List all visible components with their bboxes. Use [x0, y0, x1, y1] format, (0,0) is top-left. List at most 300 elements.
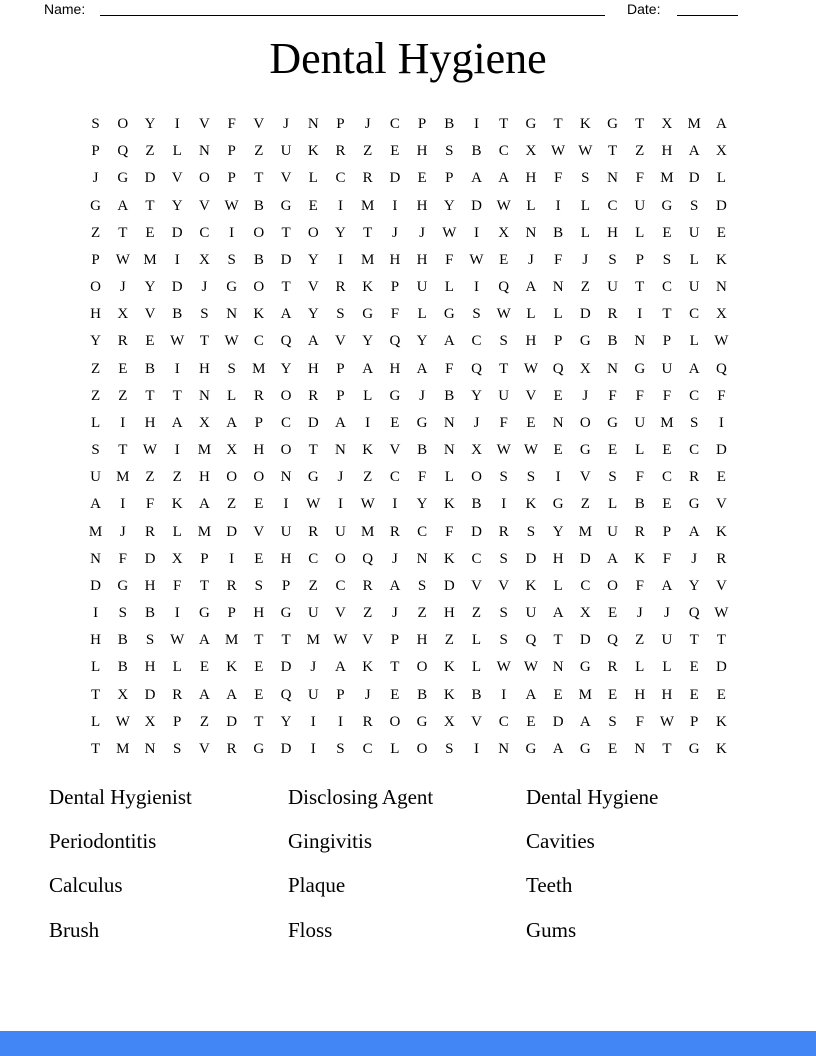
- grid-letter: O: [416, 659, 428, 676]
- grid-letter: Y: [171, 197, 183, 214]
- grid-letter: I: [474, 116, 480, 133]
- grid-letter: L: [227, 387, 237, 404]
- grid-letter: G: [552, 496, 564, 513]
- grid-letter: N: [607, 360, 618, 377]
- grid-letter: W: [496, 306, 511, 323]
- grid-letter: T: [635, 116, 645, 133]
- grid-letter: H: [389, 360, 401, 377]
- grid-letter: U: [607, 279, 618, 296]
- grid-letter: S: [499, 333, 508, 350]
- grid-letter: I: [555, 469, 561, 486]
- grid-letter: T: [118, 442, 128, 459]
- grid-letter: N: [634, 333, 646, 350]
- grid-letter: H: [552, 550, 564, 567]
- grid-letter: O: [607, 577, 618, 594]
- grid-letter: C: [471, 333, 482, 350]
- word-list-item: Floss: [288, 917, 333, 942]
- grid-letter: O: [117, 116, 129, 133]
- grid-letter: H: [525, 333, 537, 350]
- grid-letter: U: [335, 523, 346, 540]
- grid-letter: S: [581, 170, 590, 187]
- grid-letter: Q: [498, 279, 510, 296]
- grid-letter: I: [310, 713, 316, 730]
- grid-letter: T: [254, 170, 264, 187]
- grid-letter: B: [471, 686, 482, 703]
- grid-letter: O: [253, 224, 265, 241]
- grid-letter: E: [417, 170, 427, 187]
- grid-letter: V: [171, 170, 183, 187]
- grid-letter: F: [635, 469, 644, 486]
- grid-letter: P: [91, 143, 100, 160]
- word-list-item: Calculus: [49, 873, 123, 898]
- grid-letter: H: [661, 143, 673, 160]
- grid-letter: N: [498, 740, 510, 757]
- grid-letter: I: [120, 496, 126, 513]
- grid-letter: Y: [307, 251, 319, 268]
- grid-letter: W: [714, 333, 729, 350]
- grid-letter: Y: [307, 306, 319, 323]
- grid-letter: M: [361, 197, 375, 214]
- grid-letter: E: [607, 686, 618, 703]
- grid-letter: S: [417, 577, 427, 594]
- grid-letter: R: [389, 523, 400, 540]
- grid-letter: M: [660, 414, 674, 431]
- grid-letter: G: [253, 740, 265, 757]
- grid-letter: R: [362, 713, 373, 730]
- grid-letter: T: [199, 577, 210, 594]
- grid-letter: H: [144, 659, 156, 676]
- grid-letter: T: [716, 632, 726, 649]
- grid-letter: T: [145, 197, 155, 214]
- grid-letter: G: [362, 306, 374, 323]
- grid-letter: W: [442, 224, 457, 241]
- grid-letter: I: [174, 442, 180, 459]
- grid-letter: T: [254, 713, 264, 730]
- grid-letter: X: [144, 713, 156, 730]
- grid-letter: B: [172, 306, 183, 323]
- grid-letter: S: [336, 740, 345, 757]
- grid-letter: I: [93, 605, 99, 622]
- grid-letter: M: [687, 116, 701, 133]
- grid-letter: Z: [635, 632, 645, 649]
- grid-letter: R: [607, 306, 618, 323]
- grid-letter: I: [337, 713, 343, 730]
- grid-letter: D: [280, 659, 292, 676]
- grid-letter: X: [715, 143, 727, 160]
- grid-letter: M: [660, 170, 674, 187]
- grid-letter: D: [715, 442, 727, 459]
- grid-letter: S: [91, 442, 100, 459]
- grid-letter: A: [362, 360, 374, 377]
- word-list-item: Dental Hygienist: [49, 784, 192, 809]
- grid-letter: L: [444, 279, 454, 296]
- grid-letter: W: [578, 143, 593, 160]
- grid-letter: K: [362, 442, 374, 459]
- grid-letter: N: [443, 442, 455, 459]
- grid-letter: L: [471, 659, 482, 676]
- grid-letter: X: [443, 713, 455, 730]
- grid-letter: T: [363, 224, 373, 241]
- grid-letter: Y: [280, 713, 292, 730]
- grid-letter: Z: [635, 143, 645, 160]
- grid-letter: O: [90, 279, 102, 296]
- grid-letter: Z: [580, 496, 590, 513]
- grid-letter: E: [689, 659, 699, 676]
- grid-letter: V: [498, 577, 510, 594]
- grid-letter: L: [91, 713, 101, 730]
- grid-letter: I: [174, 605, 180, 622]
- grid-letter: B: [145, 360, 156, 377]
- grid-letter: N: [715, 279, 727, 296]
- grid-letter: I: [555, 197, 561, 214]
- grid-letter: E: [662, 224, 672, 241]
- grid-letter: L: [635, 442, 645, 459]
- grid-letter: Z: [145, 143, 155, 160]
- grid-letter: I: [174, 116, 180, 133]
- grid-letter: B: [117, 659, 128, 676]
- grid-letter: L: [172, 659, 182, 676]
- grid-letter: S: [173, 740, 182, 757]
- grid-letter: R: [308, 387, 319, 404]
- grid-letter: C: [580, 577, 591, 594]
- grid-letter: C: [281, 414, 292, 431]
- grid-letter: I: [337, 251, 343, 268]
- grid-letter: Z: [417, 605, 427, 622]
- grid-letter: H: [307, 360, 319, 377]
- grid-letter: I: [229, 550, 235, 567]
- grid-letter: E: [526, 414, 536, 431]
- grid-letter: D: [280, 251, 292, 268]
- grid-letter: L: [580, 224, 590, 241]
- grid-letter: P: [553, 333, 563, 350]
- grid-letter: X: [471, 442, 482, 459]
- grid-letter: A: [471, 170, 482, 187]
- word-list-item: Cavities: [526, 829, 595, 854]
- grid-letter: K: [362, 279, 374, 296]
- grid-letter: H: [280, 550, 292, 567]
- grid-letter: W: [306, 496, 321, 513]
- footer-bar: [0, 1031, 816, 1056]
- grid-letter: Q: [471, 360, 482, 377]
- grid-letter: H: [199, 360, 210, 377]
- grid-letter: L: [607, 496, 618, 513]
- grid-letter: W: [551, 143, 566, 160]
- grid-letter: I: [474, 740, 480, 757]
- grid-letter: J: [473, 414, 480, 431]
- grid-letter: V: [471, 577, 482, 594]
- grid-letter: P: [662, 523, 672, 540]
- grid-letter: E: [662, 496, 672, 513]
- grid-letter: W: [496, 197, 511, 214]
- grid-letter: X: [579, 605, 591, 622]
- grid-letter: A: [171, 414, 183, 431]
- grid-letter: Z: [199, 713, 210, 730]
- grid-letter: V: [199, 740, 210, 757]
- grid-letter: T: [281, 224, 291, 241]
- word-list-item: Dental Hygiene: [526, 784, 659, 809]
- grid-letter: U: [90, 469, 102, 486]
- grid-letter: F: [417, 469, 427, 486]
- grid-letter: O: [416, 740, 428, 757]
- grid-letter: Y: [416, 333, 428, 350]
- grid-letter: L: [417, 306, 427, 323]
- grid-letter: A: [579, 713, 591, 730]
- grid-letter: H: [607, 224, 618, 241]
- grid-letter: P: [445, 170, 454, 187]
- grid-letter: M: [578, 523, 593, 540]
- grid-letter: V: [579, 469, 591, 486]
- grid-letter: K: [253, 306, 265, 323]
- grid-letter: G: [607, 116, 618, 133]
- grid-letter: C: [335, 170, 346, 187]
- grid-letter: E: [662, 442, 672, 459]
- grid-letter: V: [715, 496, 727, 513]
- grid-letter: S: [499, 469, 508, 486]
- grid-letter: E: [607, 740, 618, 757]
- grid-letter: F: [662, 550, 672, 567]
- grid-letter: A: [688, 360, 700, 377]
- grid-letter: E: [308, 197, 318, 214]
- grid-letter: P: [227, 170, 236, 187]
- grid-letter: X: [199, 414, 210, 431]
- grid-letter: L: [172, 143, 182, 160]
- grid-letter: A: [90, 496, 102, 513]
- grid-letter: P: [91, 251, 100, 268]
- grid-letter: I: [310, 740, 316, 757]
- grid-letter: L: [716, 170, 726, 187]
- grid-letter: R: [253, 387, 264, 404]
- grid-letter: S: [690, 197, 699, 214]
- grid-letter: W: [115, 251, 130, 268]
- grid-letter: H: [634, 686, 646, 703]
- grid-letter: Y: [443, 197, 455, 214]
- grid-letter: Z: [254, 143, 264, 160]
- grid-letter: C: [389, 469, 400, 486]
- grid-letter: W: [360, 496, 375, 513]
- grid-letter: H: [389, 251, 401, 268]
- word-list-item: Teeth: [526, 873, 573, 898]
- grid-letter: J: [119, 523, 126, 540]
- grid-letter: T: [635, 279, 645, 296]
- grid-letter: D: [280, 740, 292, 757]
- grid-letter: L: [471, 632, 482, 649]
- grid-letter: O: [389, 713, 401, 730]
- grid-letter: J: [337, 469, 344, 486]
- grid-letter: E: [553, 442, 563, 459]
- grid-letter: X: [525, 143, 537, 160]
- grid-letter: O: [335, 550, 346, 567]
- grid-letter: F: [145, 496, 155, 513]
- grid-letter: P: [281, 577, 291, 594]
- grid-letter: H: [199, 469, 210, 486]
- date-blank-line: [677, 15, 738, 16]
- grid-letter: U: [688, 224, 700, 241]
- grid-letter: K: [525, 496, 537, 513]
- grid-letter: Z: [471, 605, 482, 622]
- grid-letter: C: [661, 469, 672, 486]
- grid-letter: B: [117, 632, 128, 649]
- grid-letter: A: [552, 740, 564, 757]
- grid-letter: F: [635, 170, 644, 187]
- grid-letter: L: [526, 197, 536, 214]
- grid-letter: D: [307, 414, 319, 431]
- grid-letter: A: [443, 333, 455, 350]
- grid-letter: B: [253, 197, 264, 214]
- grid-letter: S: [445, 740, 454, 757]
- grid-letter: E: [716, 224, 726, 241]
- grid-letter: I: [283, 496, 289, 513]
- grid-letter: Z: [91, 387, 101, 404]
- worksheet-header: [0, 0, 816, 24]
- grid-letter: O: [280, 387, 292, 404]
- grid-letter: B: [145, 605, 156, 622]
- grid-letter: W: [496, 442, 511, 459]
- grid-letter: D: [688, 170, 700, 187]
- grid-letter: R: [689, 469, 700, 486]
- word-list-column: [288, 775, 433, 953]
- grid-letter: K: [443, 496, 455, 513]
- grid-letter: T: [553, 632, 563, 649]
- grid-letter: A: [715, 116, 727, 133]
- grid-letter: O: [471, 469, 482, 486]
- grid-letter: A: [688, 523, 700, 540]
- grid-letter: S: [690, 414, 699, 431]
- grid-letter: I: [501, 686, 507, 703]
- grid-letter: G: [607, 414, 618, 431]
- grid-letter: U: [307, 686, 319, 703]
- grid-letter: C: [689, 306, 700, 323]
- grid-letter: X: [226, 442, 238, 459]
- grid-letter: A: [226, 686, 238, 703]
- grid-letter: W: [523, 360, 539, 377]
- grid-letter: Y: [552, 523, 564, 540]
- grid-letter: F: [118, 550, 127, 567]
- grid-letter: T: [172, 387, 182, 404]
- grid-letter: N: [199, 387, 210, 404]
- grid-letter: T: [662, 306, 672, 323]
- grid-letter: F: [499, 414, 508, 431]
- grid-letter: H: [416, 251, 428, 268]
- grid-letter: G: [389, 387, 401, 404]
- grid-letter: Y: [471, 387, 482, 404]
- grid-letter: R: [607, 659, 618, 676]
- grid-letter: W: [333, 632, 348, 649]
- grid-letter: N: [307, 116, 319, 133]
- grid-letter: S: [145, 632, 155, 649]
- grid-letter: B: [634, 496, 645, 513]
- word-list-item: Gingivitis: [288, 829, 373, 854]
- grid-letter: T: [499, 360, 509, 377]
- letter-grid: [82, 111, 735, 763]
- grid-letter: A: [335, 659, 346, 676]
- grid-letter: W: [523, 659, 539, 676]
- grid-letter: H: [525, 170, 537, 187]
- grid-letter: D: [144, 686, 156, 703]
- grid-letter: Q: [117, 143, 129, 160]
- grid-letter: T: [281, 632, 291, 649]
- grid-letter: L: [526, 306, 536, 323]
- grid-letter: T: [553, 116, 563, 133]
- grid-letter: T: [390, 659, 400, 676]
- grid-letter: L: [689, 333, 699, 350]
- grid-letter: G: [525, 116, 537, 133]
- grid-letter: N: [226, 306, 238, 323]
- grid-letter: C: [362, 740, 373, 757]
- grid-letter: J: [391, 550, 398, 567]
- grid-letter: C: [607, 197, 618, 214]
- grid-letter: U: [661, 360, 673, 377]
- grid-letter: Y: [416, 496, 428, 513]
- grid-letter: O: [280, 442, 292, 459]
- grid-letter: I: [229, 224, 235, 241]
- grid-letter: D: [144, 170, 156, 187]
- grid-letter: I: [501, 496, 507, 513]
- grid-letter: P: [690, 713, 699, 730]
- grid-letter: R: [335, 279, 346, 296]
- grid-letter: T: [308, 442, 318, 459]
- grid-letter: Y: [90, 333, 102, 350]
- grid-letter: L: [635, 224, 645, 241]
- grid-letter: F: [635, 713, 644, 730]
- grid-letter: I: [337, 197, 343, 214]
- grid-letter: E: [254, 659, 264, 676]
- grid-letter: I: [174, 360, 180, 377]
- grid-letter: H: [144, 414, 156, 431]
- grid-letter: U: [634, 414, 646, 431]
- grid-letter: M: [361, 251, 375, 268]
- grid-letter: O: [253, 279, 265, 296]
- grid-letter: C: [471, 550, 482, 567]
- grid-letter: E: [553, 686, 563, 703]
- grid-letter: U: [525, 605, 537, 622]
- grid-letter: N: [416, 550, 428, 567]
- grid-letter: R: [172, 686, 183, 703]
- grid-letter: T: [91, 686, 101, 703]
- grid-letter: A: [307, 333, 319, 350]
- grid-letter: J: [283, 116, 289, 133]
- grid-letter: A: [525, 279, 537, 296]
- grid-letter: X: [498, 224, 510, 241]
- grid-letter: G: [226, 279, 238, 296]
- grid-letter: V: [715, 577, 727, 594]
- grid-letter: G: [199, 605, 210, 622]
- grid-letter: K: [307, 143, 319, 160]
- grid-letter: O: [199, 170, 210, 187]
- grid-letter: B: [444, 387, 455, 404]
- grid-letter: S: [608, 251, 617, 268]
- grid-letter: Q: [280, 333, 292, 350]
- grid-letter: N: [552, 414, 564, 431]
- grid-letter: P: [635, 251, 644, 268]
- grid-letter: R: [362, 170, 373, 187]
- grid-letter: R: [634, 523, 645, 540]
- grid-letter: E: [689, 686, 699, 703]
- grid-letter: G: [90, 197, 102, 214]
- grid-letter: L: [553, 306, 563, 323]
- grid-letter: T: [145, 387, 155, 404]
- name-blank-line: [100, 15, 605, 16]
- grid-letter: V: [389, 442, 401, 459]
- grid-letter: S: [499, 605, 508, 622]
- grid-letter: Y: [688, 577, 700, 594]
- grid-letter: K: [443, 686, 455, 703]
- grid-letter: V: [253, 116, 265, 133]
- grid-letter: K: [443, 550, 455, 567]
- grid-letter: B: [471, 496, 482, 513]
- grid-letter: J: [528, 251, 534, 268]
- grid-letter: C: [199, 224, 210, 241]
- grid-letter: P: [336, 686, 345, 703]
